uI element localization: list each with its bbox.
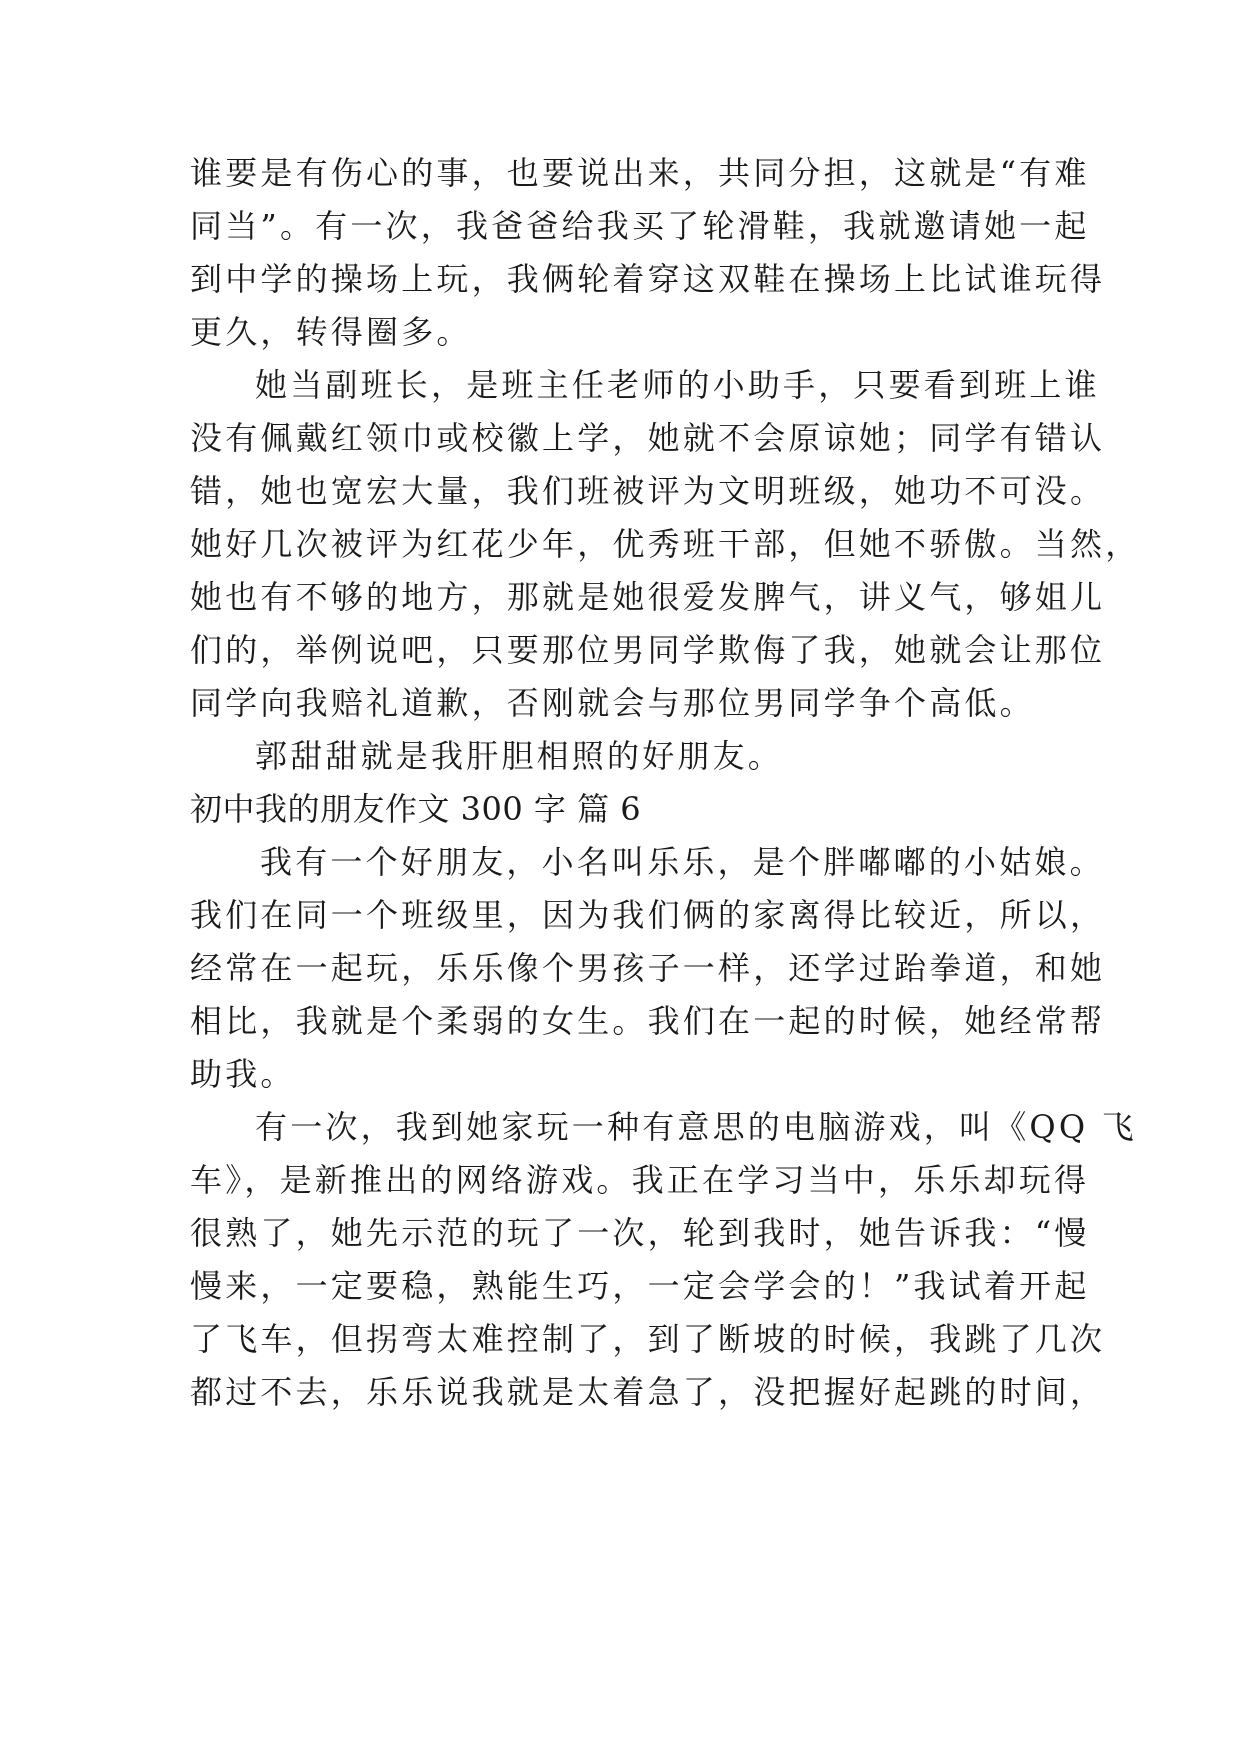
text-line: 车》，是新推出的网络游戏。我正在学习当中，乐乐却玩得 [190,1161,1090,1199]
paragraph-first-line: 她当副班长，是班主任老师的小助手，只要看到班上谁 [255,366,1100,404]
text-line: 更久，转得圈多。 [190,313,472,351]
text-line: 没有佩戴红领巾或校徽上学，她就不会原谅她；同学有错认 [190,419,1106,457]
text-line: 谁要是有伤心的事，也要说出来，共同分担，这就是“有难 [190,154,1090,192]
text-line: 同学向我赔礼道歉，否刚就会与那位男同学争个高低。 [190,684,1035,722]
text-line: 她好几次被评为红花少年，优秀班干部，但她不骄傲。当然， [190,525,1141,563]
text-line: 错，她也宽宏大量，我们班被评为文明班级，她功不可没。 [190,472,1106,510]
text-line: 很熟了，她先示范的玩了一次，轮到我时，她告诉我：“慢 [190,1214,1090,1252]
text-line: 慢来，一定要稳，熟能生巧，一定会学会的！”我试着开起 [190,1267,1090,1305]
text-line: 她也有不够的地方，那就是她很爱发脾气，讲义气，够姐儿 [190,578,1106,616]
text-line: 助我。 [190,1055,296,1093]
section-heading: 初中我的朋友作文 300 字 篇 6 [190,790,642,828]
paragraph-first-line: 郭甜甜就是我肝胆相照的好朋友。 [255,737,784,775]
text-line: 同当”。有一次，我爸爸给我买了轮滑鞋，我就邀请她一起 [190,207,1090,245]
text-line: 经常在一起玩，乐乐像个男孩子一样，还学过跆拳道，和她 [190,949,1106,987]
text-line: 到中学的操场上玩，我俩轮着穿这双鞋在操场上比试谁玩得 [190,260,1106,298]
paragraph-first-line: 有一次，我到她家玩一种有意思的电脑游戏，叫《QQ 飞 [255,1108,1137,1146]
text-line: 我们在同一个班级里，因为我们俩的家离得比较近，所以， [190,896,1106,934]
text-line: 相比，我就是个柔弱的女生。我们在一起的时候，她经常帮 [190,1002,1106,1040]
text-line: 都过不去，乐乐说我就是太着急了，没把握好起跳的时间， [190,1373,1106,1411]
paragraph-first-line: 我有一个好朋友，小名叫乐乐，是个胖嘟嘟的小姑娘。 [260,843,1105,881]
text-line: 们的，举例说吧，只要那位男同学欺侮了我，她就会让那位 [190,631,1106,669]
text-line: 了飞车，但拐弯太难控制了，到了断坡的时候，我跳了几次 [190,1320,1106,1358]
